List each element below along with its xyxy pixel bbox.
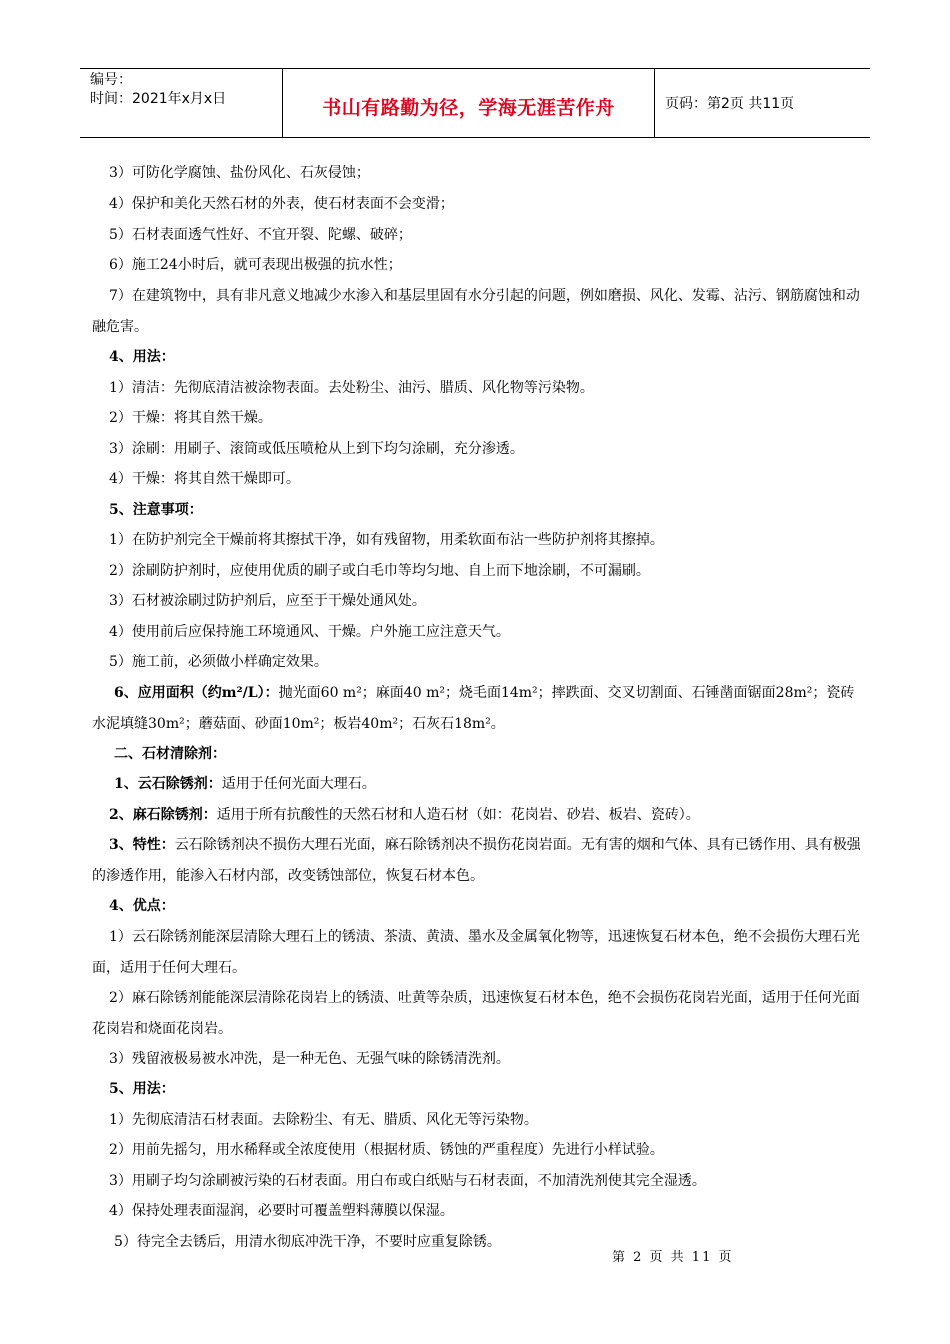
list-item: 4）保护和美化天然石材的外表，使石材表面不会变滑； (109, 196, 454, 212)
list-item: 2）麻石除锈剂能能深层清除花岗岩上的锈渍、吐黄等杂质，迅速恢复石材本色，绝不会损伤花岗岩光面，适用于任何光面花岗岩和烧面花岗岩。 (92, 990, 860, 1037)
list-item: 5）石材表面透气性好、不宜开裂、陀螺、破碎； (109, 227, 412, 243)
list-item: 5）施工前，必须做小样确定效果。 (109, 654, 328, 670)
motto-text: 书山有路勤为径，学海无涯苦作舟 (322, 97, 615, 119)
list-item: 1）先彻底清洁石材表面。去除粉尘、有无、腊质、风化无等污染物。 (109, 1112, 538, 1128)
section-heading: 5、注意事项： (109, 502, 203, 518)
coverage-text: 抛光面60 m²；麻面40 m²；烧毛面14m²；摔跌面、交叉切割面、石锤凿面锯面28m²；瓷砖水泥填缝30m²；蘑菇面、砂面10m²；板岩40m²；石灰石18m²。 (92, 685, 855, 732)
list-item: 1）在防护剂完全干燥前将其擦拭干净，如有残留物，用柔软面布沾一些防护剂将其擦掉。 (109, 532, 664, 548)
list-item: 2）干燥：将其自然干燥。 (109, 410, 272, 426)
item-heading: 2、麻石除锈剂： (109, 807, 217, 823)
document-code-label: 编号： (90, 72, 132, 88)
item-heading: 1、云石除锈剂： (114, 776, 222, 792)
list-item: 7）在建筑物中，具有非凡意义地减少水渗入和基层里固有水分引起的问题，例如磨损、风化、发霉、沾污、钢筋腐蚀和动融危害。 (92, 288, 860, 335)
header-motto-cell (283, 69, 655, 137)
list-item: 5）待完全去锈后，用清水彻底冲洗干净，不要时应重复除锈。 (114, 1234, 501, 1250)
document-date-label: 时间：2021年x月x日 (90, 91, 227, 107)
list-item: 1）清洁：先彻底清洁被涂物表面。去处粉尘、油污、腊质、风化物等污染物。 (109, 380, 594, 396)
list-item: 3）可防化学腐蚀、盐份风化、石灰侵蚀； (109, 165, 370, 181)
section-heading: 4、优点： (109, 898, 175, 914)
section-heading: 6、应用面积（约m²/L）： (114, 685, 279, 701)
list-item: 1、云石除锈剂：适用于任何光面大理石。 (114, 776, 376, 792)
list-item: 1）云石除锈剂能深层清除大理石上的锈渍、茶渍、黄渍、墨水及金属氧化物等，迅速恢复石材本色，绝不会损伤大理石光面，适用于任何大理石。 (92, 929, 860, 976)
list-item: 3）用刷子均匀涂刷被污染的石材表面。用白布或白纸贴与石材表面，不加清洗剂使其完全湿透。 (109, 1173, 706, 1189)
page-header (80, 68, 870, 138)
list-item: 6）施工24小时后，就可表现出极强的抗水性； (109, 257, 402, 273)
section-heading: 二、石材清除剂： (114, 746, 226, 762)
list-item (92, 678, 868, 739)
section-heading: 4、用法： (109, 349, 175, 365)
header-info-cell (80, 69, 283, 137)
list-item: 3）石材被涂刷过防护剂后，应至于干燥处通风处。 (109, 593, 426, 609)
list-item: 2、麻石除锈剂：适用于所有抗酸性的天然石材和人造石材（如：花岗岩、砂岩、板岩、瓷砖）。 (109, 807, 700, 823)
list-item: 3）涂刷：用刷子、滚筒或低压喷枪从上到下均匀涂刷，充分渗透。 (109, 441, 524, 457)
list-item: 4）保持处理表面湿润，必要时可覆盖塑料薄膜以保湿。 (109, 1203, 454, 1219)
item-heading: 3、特性： (109, 837, 175, 853)
section-heading: 5、用法： (109, 1081, 175, 1097)
list-item: 3）残留液极易被水冲洗，是一种无色、无强气味的除锈清洗剂。 (109, 1051, 510, 1067)
list-item: 2）涂刷防护剂时，应使用优质的刷子或白毛巾等均匀地、自上而下地涂刷，不可漏刷。 (109, 563, 650, 579)
list-item: 2）用前先摇匀，用水稀释或全浓度使用（根据材质、锈蚀的严重程度）先进行小样试验。 (109, 1142, 664, 1158)
header-page-cell (655, 69, 870, 137)
list-item: 3、特性：云石除锈剂决不损伤大理石光面，麻石除锈剂决不损伤花岗岩面。无有害的烟和气体、具有已锈作用、具有极强的渗透作用，能渗入石材内部，改变锈蚀部位，恢复石材本色。 (92, 837, 861, 884)
page-footer: 第 2 页 共 11 页 (612, 1250, 734, 1265)
page-code-label: 页码：第2页 共11页 (665, 96, 795, 112)
list-item: 4）干燥：将其自然干燥即可。 (109, 471, 300, 487)
list-item: 4）使用前后应保持施工环境通风、干燥。户外施工应注意天气。 (109, 624, 510, 640)
